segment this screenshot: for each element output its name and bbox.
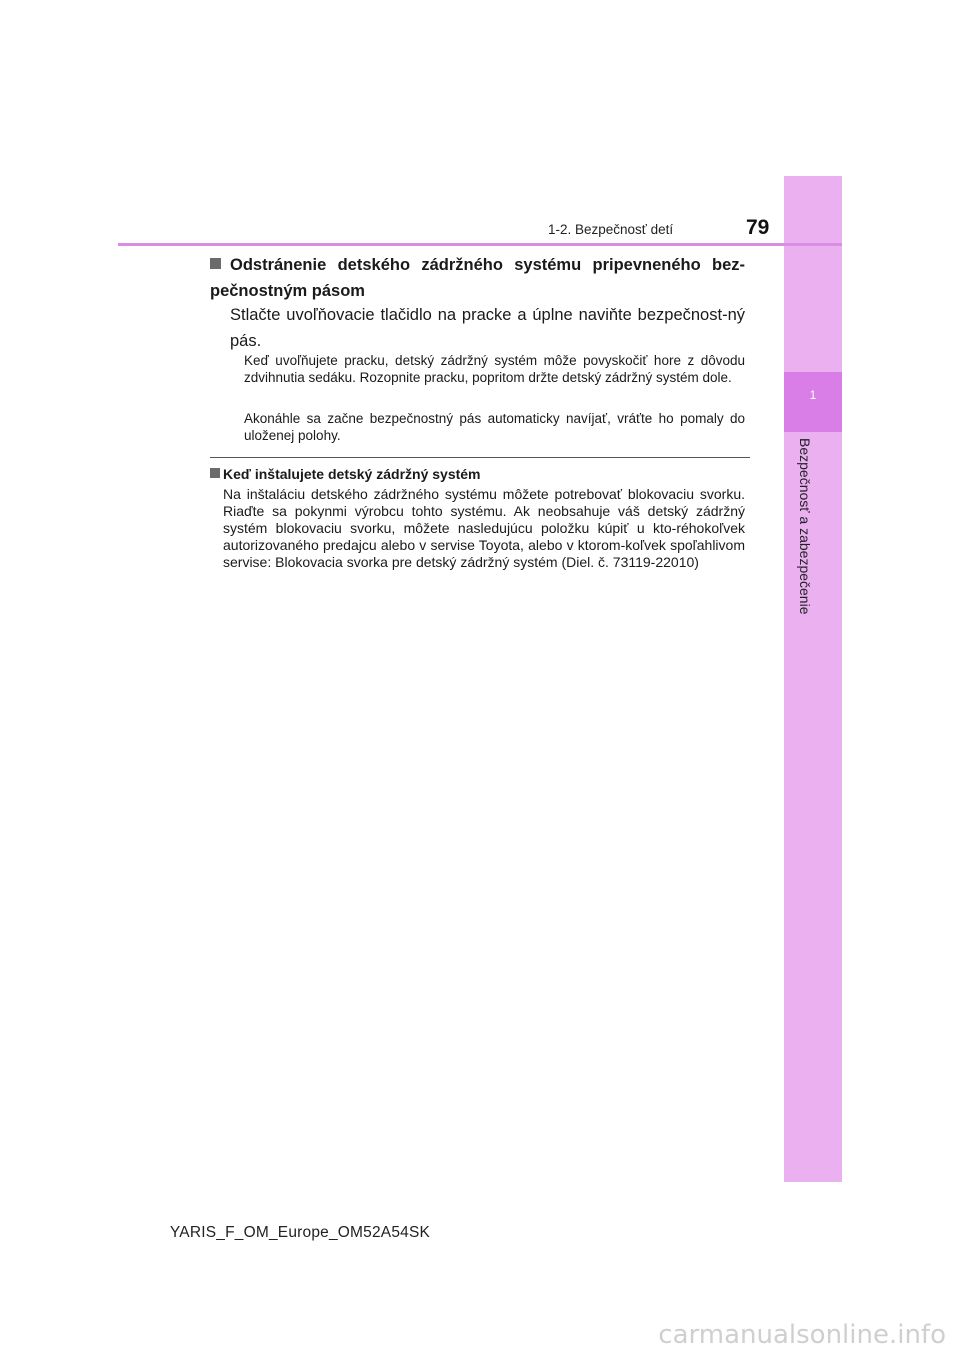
square-bullet-icon xyxy=(210,258,221,269)
chapter-side-tab xyxy=(784,176,842,1182)
header-rule xyxy=(118,243,842,246)
section-heading xyxy=(210,252,745,304)
note-paragraph: Akonáhle sa začne bezpečnostný pás automaticky navíjať, vráťte ho pomaly do uloženej polohy. xyxy=(244,411,745,443)
subsection-heading xyxy=(210,466,481,482)
square-bullet-icon xyxy=(210,468,220,478)
chapter-title: Bezpečnosť a zabezpečenie xyxy=(797,438,813,615)
subsection-heading-text: Keď inštalujete detský zádržný systém xyxy=(223,466,481,482)
section-divider xyxy=(210,457,750,458)
chapter-tab-active-marker xyxy=(784,372,842,432)
document-id: YARIS_F_OM_Europe_OM52A54SK xyxy=(169,1224,431,1241)
watermark: carmanualsonline.info xyxy=(658,1320,946,1350)
chapter-number: 1 xyxy=(809,388,817,402)
section-label: 1-2. Bezpečnosť detí xyxy=(548,222,674,237)
footer xyxy=(0,1224,960,1242)
note-paragraph: Keď uvoľňujete pracku, detský zádržný systém môže povyskočiť hore z dôvodu zdvihnutia sedáku. Rozopnite pracku, popritom držte detský zádržný systém dole. xyxy=(244,353,745,385)
instruction-paragraph: Stlačte uvoľňovacie tlačidlo na pracke a úplne naviňte bezpečnost-ný pás. xyxy=(230,306,745,350)
info-paragraph: Na inštaláciu detského zádržného systému môžete potrebovať blokovaciu svorku. Riaďte sa pokynmi výrobcu tohto systému. Ak neobsahuje váš detský zádržný systém blokovaciu svorku, môžete nasledujúcu položku kúpiť u kto-réhokoľvek autorizovaného predajcu alebo v servise Toyota, alebo v ktorom-koľvek spoľahlivom servise: Blokovacia svorka pre detský zádržný systém (Diel. č. 73119-22010) xyxy=(223,486,745,570)
section-heading-text: Odstránenie detského zádržného systému pripevneného bez-pečnostným pásom xyxy=(210,256,745,300)
page-number: 79 xyxy=(746,216,770,239)
